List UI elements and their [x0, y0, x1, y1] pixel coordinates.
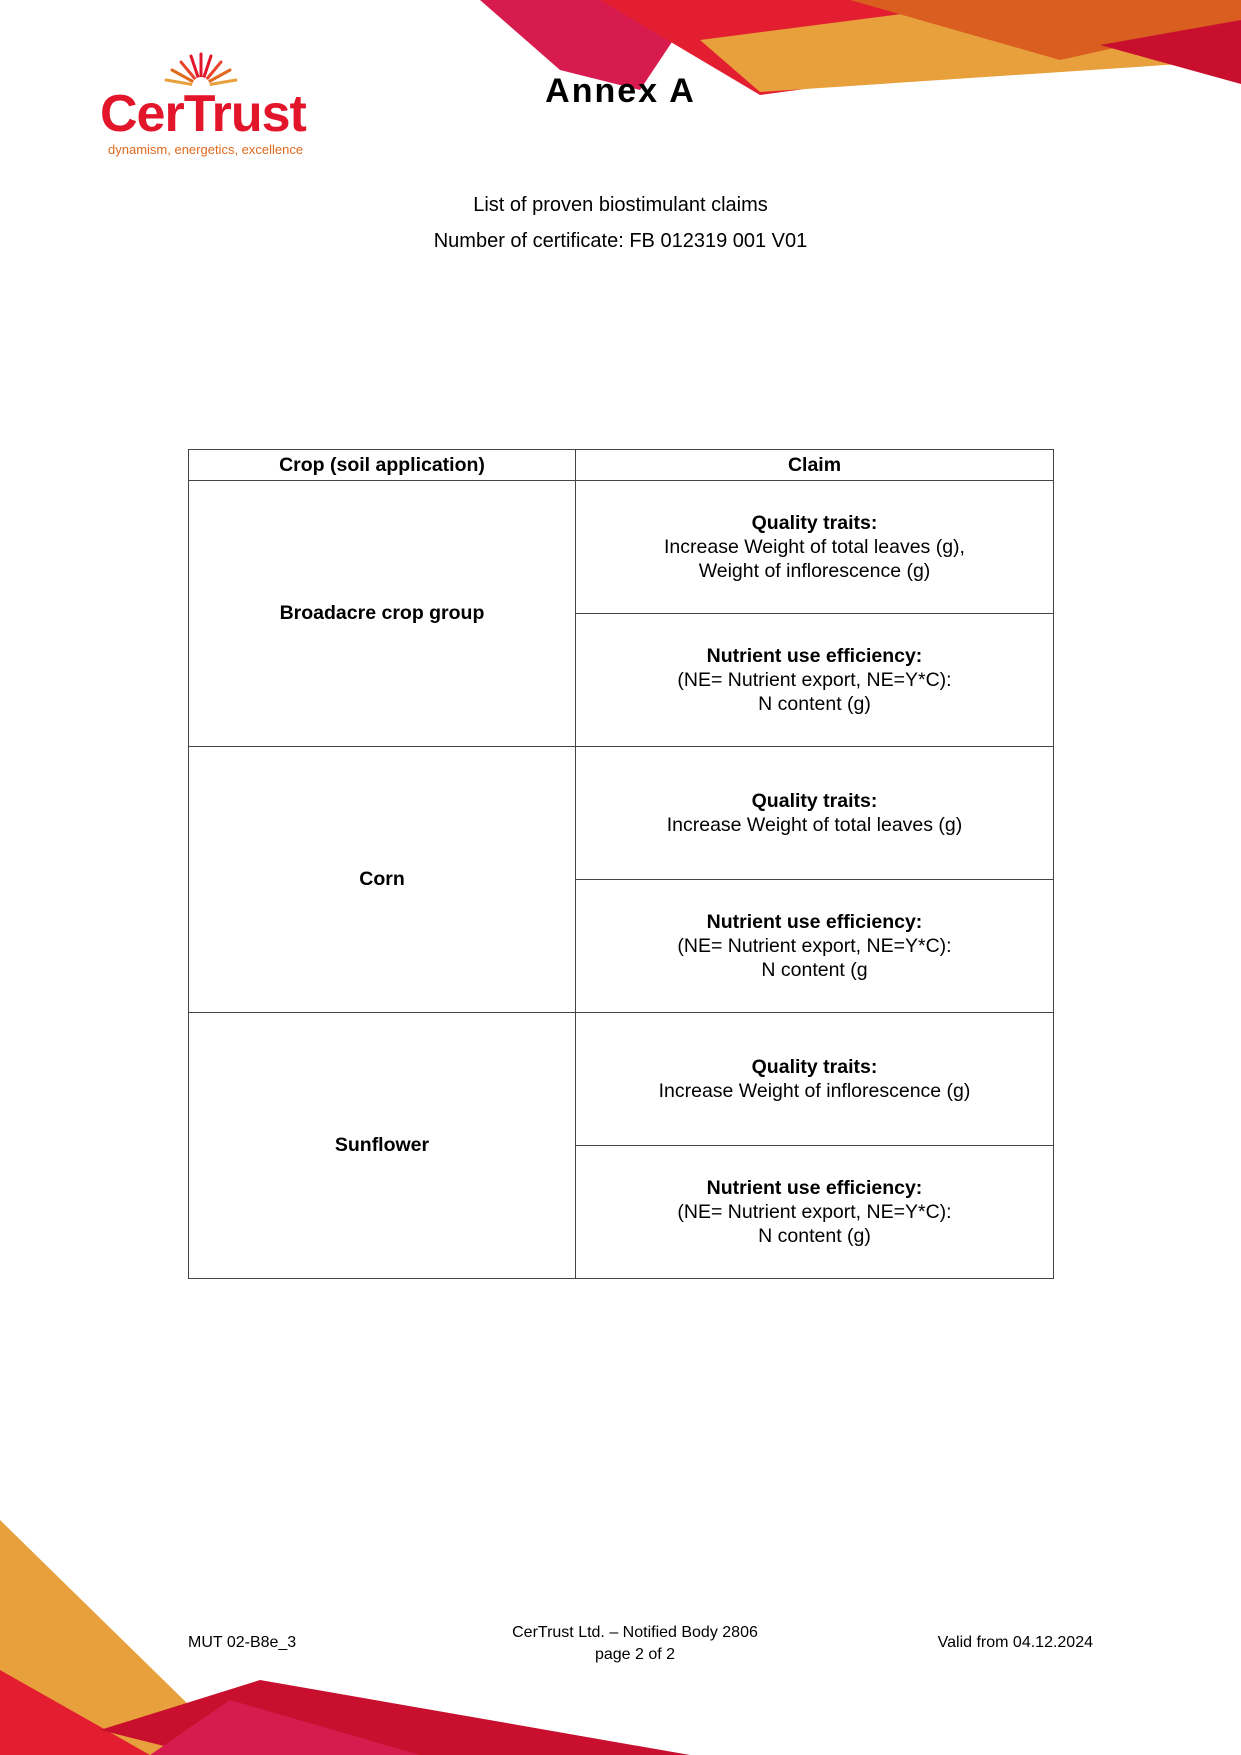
claim-line: N content (g): [758, 1225, 871, 1247]
crop-cell: Broadacre crop group: [189, 481, 576, 747]
logo-wordmark: CerTrust: [100, 85, 306, 143]
claim-heading: Nutrient use efficiency:: [706, 645, 923, 667]
crop-cell: Corn: [189, 747, 576, 1013]
claim-line: (NE= Nutrient export, NE=Y*C):: [677, 1201, 952, 1223]
claim-cell: [576, 614, 1054, 747]
footer-valid-from: Valid from 04.12.2024: [937, 1634, 1093, 1651]
claim-line: N content (g: [761, 959, 868, 981]
claim-heading: Quality traits:: [751, 1056, 878, 1078]
claim-heading: Nutrient use efficiency:: [706, 1177, 923, 1199]
subtitle: List of proven biostimulant claims: [473, 194, 768, 216]
claim-heading: Quality traits:: [751, 512, 878, 534]
claim-line: Increase Weight of total leaves (g): [666, 814, 963, 836]
table-header-row: [189, 450, 1054, 481]
claim-line: (NE= Nutrient export, NE=Y*C):: [677, 669, 952, 691]
table-row: [189, 747, 1054, 880]
column-header-crop: Crop (soil application): [189, 450, 576, 481]
footer-center: [420, 1622, 850, 1666]
certificate-number: Number of certificate: FB 012319 001 V01: [433, 230, 808, 252]
footer-form-code: MUT 02-B8e_3: [188, 1634, 297, 1651]
claim-cell: [576, 1013, 1054, 1146]
footer-page-number: page 2 of 2: [594, 1646, 676, 1663]
claim-cell: [576, 481, 1054, 614]
column-header-claim: Claim: [576, 450, 1054, 481]
table-row: [189, 1013, 1054, 1146]
logo-tagline: dynamism, energetics, excellence: [108, 142, 304, 157]
page-title: Annex A: [545, 72, 696, 110]
claim-cell: [576, 1146, 1054, 1279]
claim-line: N content (g): [758, 693, 871, 715]
claim-line: (NE= Nutrient export, NE=Y*C):: [677, 935, 952, 957]
crop-cell: Sunflower: [189, 1013, 576, 1279]
claims-table: [188, 449, 1054, 1279]
claim-heading: Quality traits:: [751, 790, 878, 812]
claim-line: Increase Weight of total leaves (g),: [664, 536, 965, 558]
claim-line: Increase Weight of inflorescence (g): [658, 1080, 971, 1102]
footer-company: CerTrust Ltd. – Notified Body 2806: [512, 1624, 758, 1641]
table-row: [189, 481, 1054, 614]
claim-line: Weight of inflorescence (g): [698, 560, 931, 582]
claim-cell: [576, 880, 1054, 1013]
claim-cell: [576, 747, 1054, 880]
claim-heading: Nutrient use efficiency:: [706, 911, 923, 933]
